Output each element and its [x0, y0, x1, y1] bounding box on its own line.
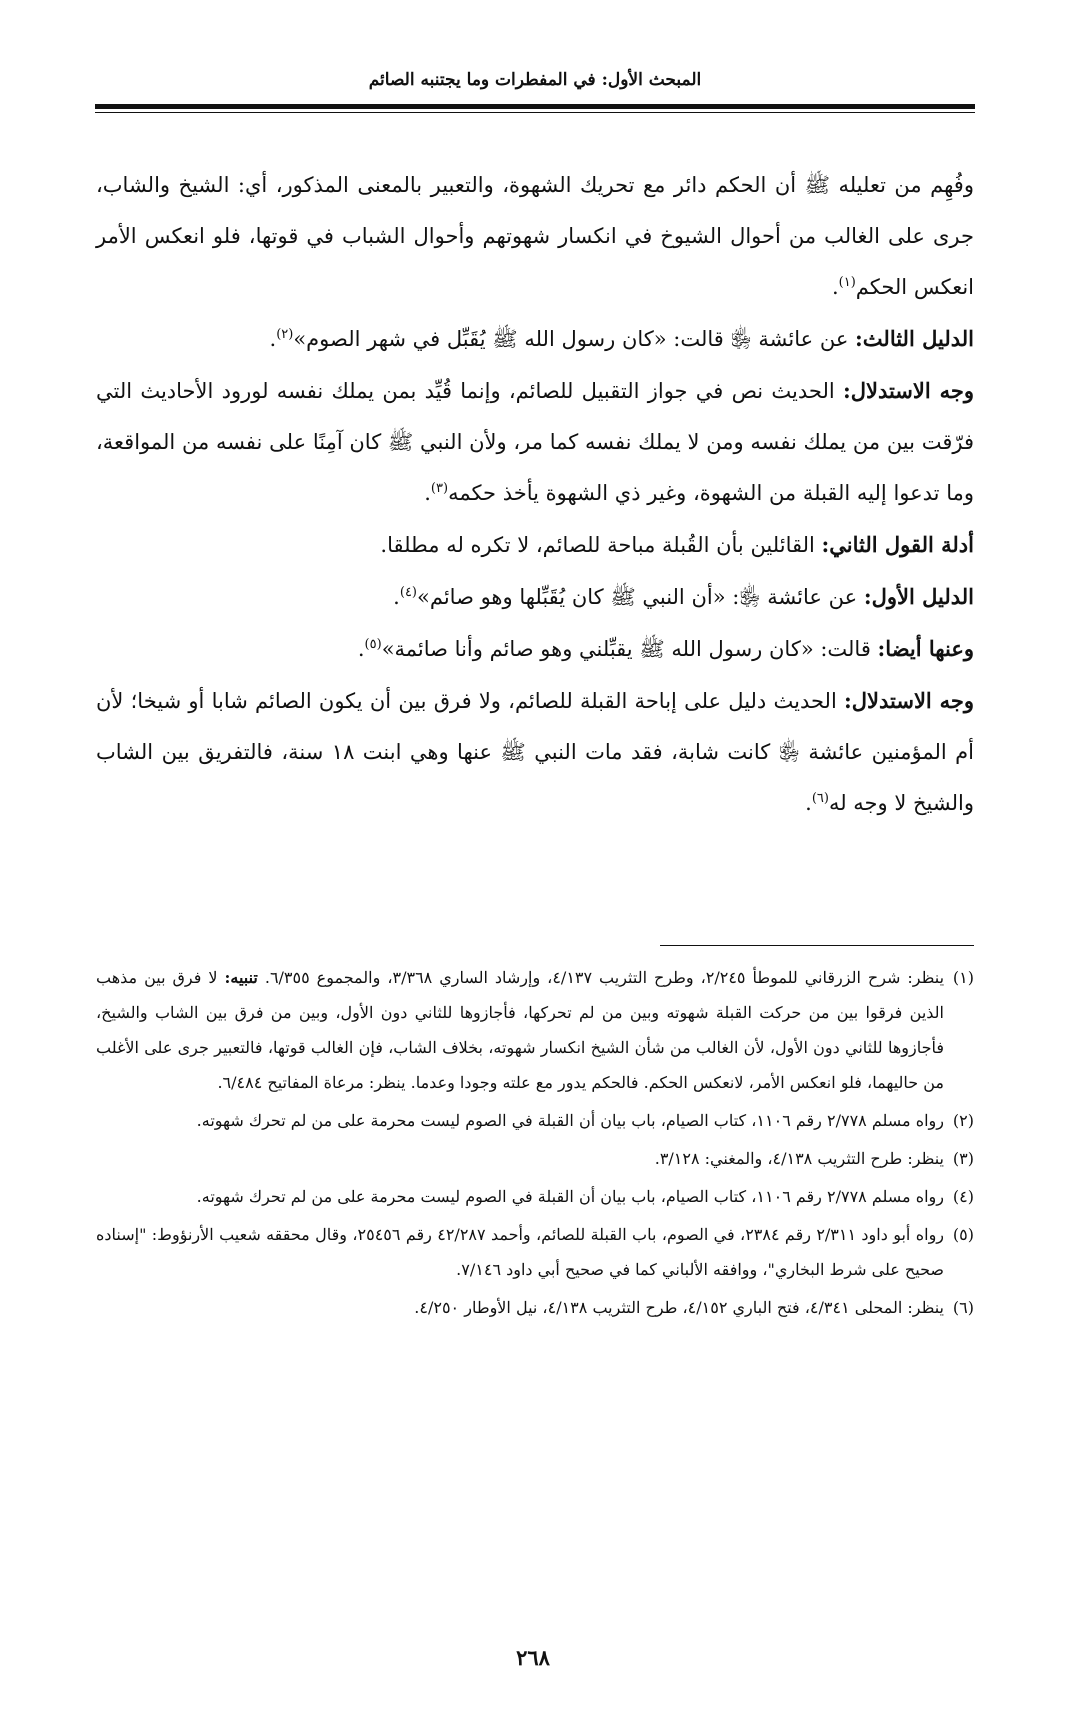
header-rule-thin: [95, 112, 975, 113]
footnote-number: (٤): [952, 1187, 974, 1206]
section-label: الدليل الثالث:: [855, 326, 974, 351]
paragraph: الدليل الأول: عن عائشة ﵂: «أن النبي ﷺ كان يُقَبِّلها وهو صائم»$^{(٤)}$.: [393, 584, 974, 609]
footnote-ref: (٥): [364, 637, 382, 652]
footnote: (٣) ينظر: طرح التثريب ٤/١٣٨، والمغني: ٣/١٢٨.: [96, 1141, 974, 1176]
footnote: (٦) ينظر: المحلى ٤/٣٤١، فتح الباري ٤/١٥٢، طرح التثريب ٤/١٣٨، نيل الأوطار ٤/٢٥٠.: [96, 1290, 974, 1325]
footnote-ref: (٢): [276, 327, 294, 342]
paragraph: أدلة القول الثاني: القائلين بأن القُبلة مباحة للصائم، لا تكره له مطلقا.: [380, 532, 974, 557]
footnote-number: (٣): [952, 1149, 974, 1168]
footnote-ref: (٣): [430, 481, 449, 496]
section-label: الدليل الأول:: [863, 584, 974, 609]
footnote: (٢) رواه مسلم ٢/٧٧٨ رقم ١١٠٦، كتاب الصيام، باب بيان أن القبلة في الصوم ليست محرمة على من لم تحرك شهوته.: [96, 1103, 974, 1138]
footnote: (٤) رواه مسلم ٢/٧٧٨ رقم ١١٠٦، كتاب الصيام، باب بيان أن القبلة في الصوم ليست محرمة على من لم تحرك شهوته.: [96, 1179, 974, 1214]
footnote: (١) ينظر: شرح الزرقاني للموطأ ٢/٢٤٥، وطرح التثريب ٤/١٣٧، وإرشاد الساري ٣/٣٦٨، والمجموع ٦/٣٥٥. تنبيه: لا فرق بين مذهب الذين فرقوا بين من حركت القبلة شهوته وبين من لم تحركها، فأجازوها للثاني دون الأول، وبين من فرق بين الشاب والشيخ، فأجازوها للثاني دون الأول، لأن الغالب من شأن الشيخ انكسار شهوته، بخلاف الشاب، فإن الغالب قوتها، فالتعبير جرى على الأغلب من حاليهما، فلو انعكس الأمر، لانعكس الحكم. فالحكم يدور مع علته وجودا وعدما. ينظر: مرعاة المفاتيح ٦/٤٨٤.: [96, 960, 974, 1100]
footnote-number: (٢): [952, 1111, 974, 1130]
footnotes: [96, 960, 974, 1328]
section-label: وجه الاستدلال:: [844, 688, 974, 713]
running-header: المبحث الأول: في المفطرات وما يجتنبه الصائم: [368, 70, 702, 90]
page-number: ٢٦٨: [516, 1645, 550, 1670]
paragraph: وجه الاستدلال: الحديث نص في جواز التقبيل للصائم، وإنما قُيِّد بمن يملك نفسه لورود الأحاديث التي فرّقت بين من يملك نفسه ومن لا يملك نفسه كما مر، ولأن النبي ﷺ كان آمِنًا على نفسه من المواقعة، وما تدعوا إليه القبلة من الشهوة، وغير ذي الشهوة يأخذ حكمه$^{(٣)}$.: [96, 378, 974, 505]
main-text: [96, 160, 974, 829]
header-rule: [95, 104, 975, 109]
paragraph: وجه الاستدلال: الحديث دليل على إباحة القبلة للصائم، ولا فرق بين أن يكون الصائم شابا أو شيخا؛ لأن أم المؤمنين عائشة ﵂ كانت شابة، فقد مات النبي ﷺ عنها وهي ابنت ١٨ سنة، فالتفريق بين الشاب والشيخ لا وجه له$^{(٦)}$.: [96, 688, 974, 815]
footnote-number: (١): [952, 968, 974, 987]
paragraph: وفُهِم من تعليله ﷺ أن الحكم دائر مع تحريك الشهوة، والتعبير بالمعنى المذكور، أي: الشيخ والشاب، جرى على الغالب من أحوال الشيوخ في انكسار شهوتهم وأحوال الشباب في قوتها، فلو انعكس الأمر انعكس الحكم$^{(١)}$.: [96, 173, 974, 299]
note-label: تنبيه:: [224, 968, 258, 987]
section-label: وجه الاستدلال:: [842, 378, 974, 403]
footnote-separator: [660, 945, 974, 946]
footnote-number: (٥): [952, 1225, 974, 1244]
footnote-number: (٦): [952, 1298, 974, 1317]
footnote-ref: (١): [838, 275, 856, 290]
paragraph: وعنها أيضا: قالت: «كان رسول الله ﷺ يقبِّلني وهو صائم وأنا صائمة»$^{(٥)}$.: [357, 636, 974, 661]
section-label: أدلة القول الثاني:: [821, 532, 974, 557]
footnote-ref: (٦): [811, 791, 829, 806]
section-label: وعنها أيضا:: [877, 636, 974, 661]
paragraph: الدليل الثالث: عن عائشة ﵂ قالت: «كان رسول الله ﷺ يُقَبِّل في شهر الصوم»$^{(٢)}$.: [269, 326, 974, 351]
footnote-ref: (٤): [399, 585, 417, 600]
footnote: (٥) رواه أبو داود ٢/٣١١ رقم ٢٣٨٤، في الصوم، باب القبلة للصائم، وأحمد ٤٢/٢٨٧ رقم ٢٥٤٥٦، وقال محققه شعيب الأرنؤوط: "إسناده صحيح على شرط البخاري"، ووافقه الألباني كما في صحيح أبي داود ٧/١٤٦.: [96, 1217, 974, 1287]
